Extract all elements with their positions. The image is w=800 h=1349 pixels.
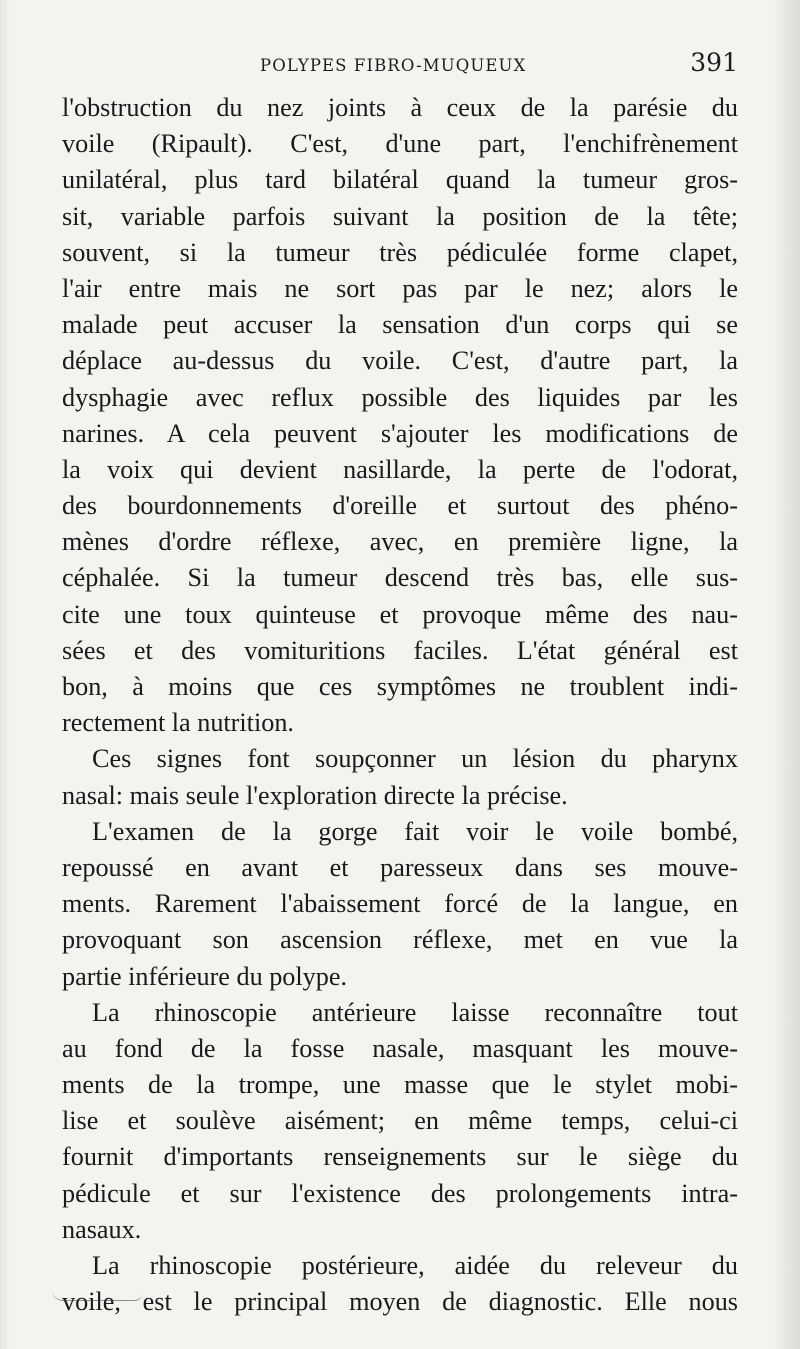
text-line: rectement la nutrition. xyxy=(62,708,294,738)
text-line: sées et des vomituritions faciles. L'état général est xyxy=(62,635,738,665)
text-line: la voix qui devient nasillarde, la perte de l'odorat, xyxy=(62,454,738,484)
text-line: provoquant son ascension réflexe, met en vue la xyxy=(62,925,738,955)
text-line: nasal: mais seule l'exploration directe la précise. xyxy=(62,780,568,810)
text-line: narines. A cela peuvent s'ajouter les modifications de xyxy=(62,418,738,448)
text-line: voile (Ripault). C'est, d'une part, l'enchifrènement xyxy=(62,129,738,159)
text-line: céphalée. Si la tumeur descend très bas, elle sus- xyxy=(62,563,738,593)
page-header xyxy=(60,48,740,82)
text-line: La rhinoscopie antérieure laisse reconnaître tout xyxy=(92,997,738,1027)
text-line: souvent, si la tumeur très pédiculée forme clapet, xyxy=(62,237,738,267)
page-number: 391 xyxy=(690,48,738,77)
text-line: l'air entre mais ne sort pas par le nez; alors le xyxy=(62,273,738,303)
text-line: pédicule et sur l'existence des prolongements intra- xyxy=(62,1178,738,1208)
text-line: déplace au-dessus du voile. C'est, d'autre part, la xyxy=(62,346,738,376)
text-line: partie inférieure du polype. xyxy=(62,961,348,991)
text-line: L'examen de la gorge fait voir le voile bombé, xyxy=(92,816,738,846)
text-line: cite une toux quinteuse et provoque même des nau- xyxy=(62,599,738,629)
text-line: mènes d'ordre réflexe, avec, en première ligne, la xyxy=(62,527,738,557)
text-line: lise et soulève aisément; en même temps, celui-ci xyxy=(62,1106,738,1136)
text-line: des bourdonnements d'oreille et surtout des phéno- xyxy=(62,491,738,521)
text-line: repoussé en avant et paresseux dans ses mouve- xyxy=(62,852,738,882)
text-line: nasaux. xyxy=(62,1214,142,1244)
text-line: fournit d'importants renseignements sur le siège du xyxy=(62,1142,738,1172)
text-line: La rhinoscopie postérieure, aidée du releveur du xyxy=(92,1251,738,1280)
text-line: unilatéral, plus tard bilatéral quand la tumeur gros- xyxy=(62,165,738,195)
running-head: POLYPES FIBRO-MUQUEUX xyxy=(260,56,527,75)
page-edge-shadow-right xyxy=(772,0,800,1349)
page-edge-shadow-left xyxy=(0,0,10,1349)
body-text xyxy=(62,90,738,1320)
text-line: ments de la trompe, une masse que le stylet mobi- xyxy=(62,1070,738,1100)
text-line: bon, à moins que ces symptômes ne troublent indi- xyxy=(62,672,738,701)
text-line: au fond de la fosse nasale, masquant les mouve- xyxy=(62,1033,738,1063)
text-line: voile, est le principal moyen de diagnostic. Elle nous xyxy=(62,1287,738,1317)
text-line: l'obstruction du nez joints à ceux de la parésie du xyxy=(62,93,738,122)
text-line: Ces signes font soupçonner un lésion du pharynx xyxy=(92,744,738,774)
pencil-underline-mark xyxy=(52,1290,142,1301)
text-line: ments. Rarement l'abaissement forcé de la langue, en xyxy=(62,889,738,919)
text-line: sit, variable parfois suivant la position de la tête; xyxy=(62,201,738,231)
text-line: dysphagie avec reflux possible des liquides par les xyxy=(62,382,738,412)
text-line: malade peut accuser la sensation d'un corps qui se xyxy=(62,310,738,340)
